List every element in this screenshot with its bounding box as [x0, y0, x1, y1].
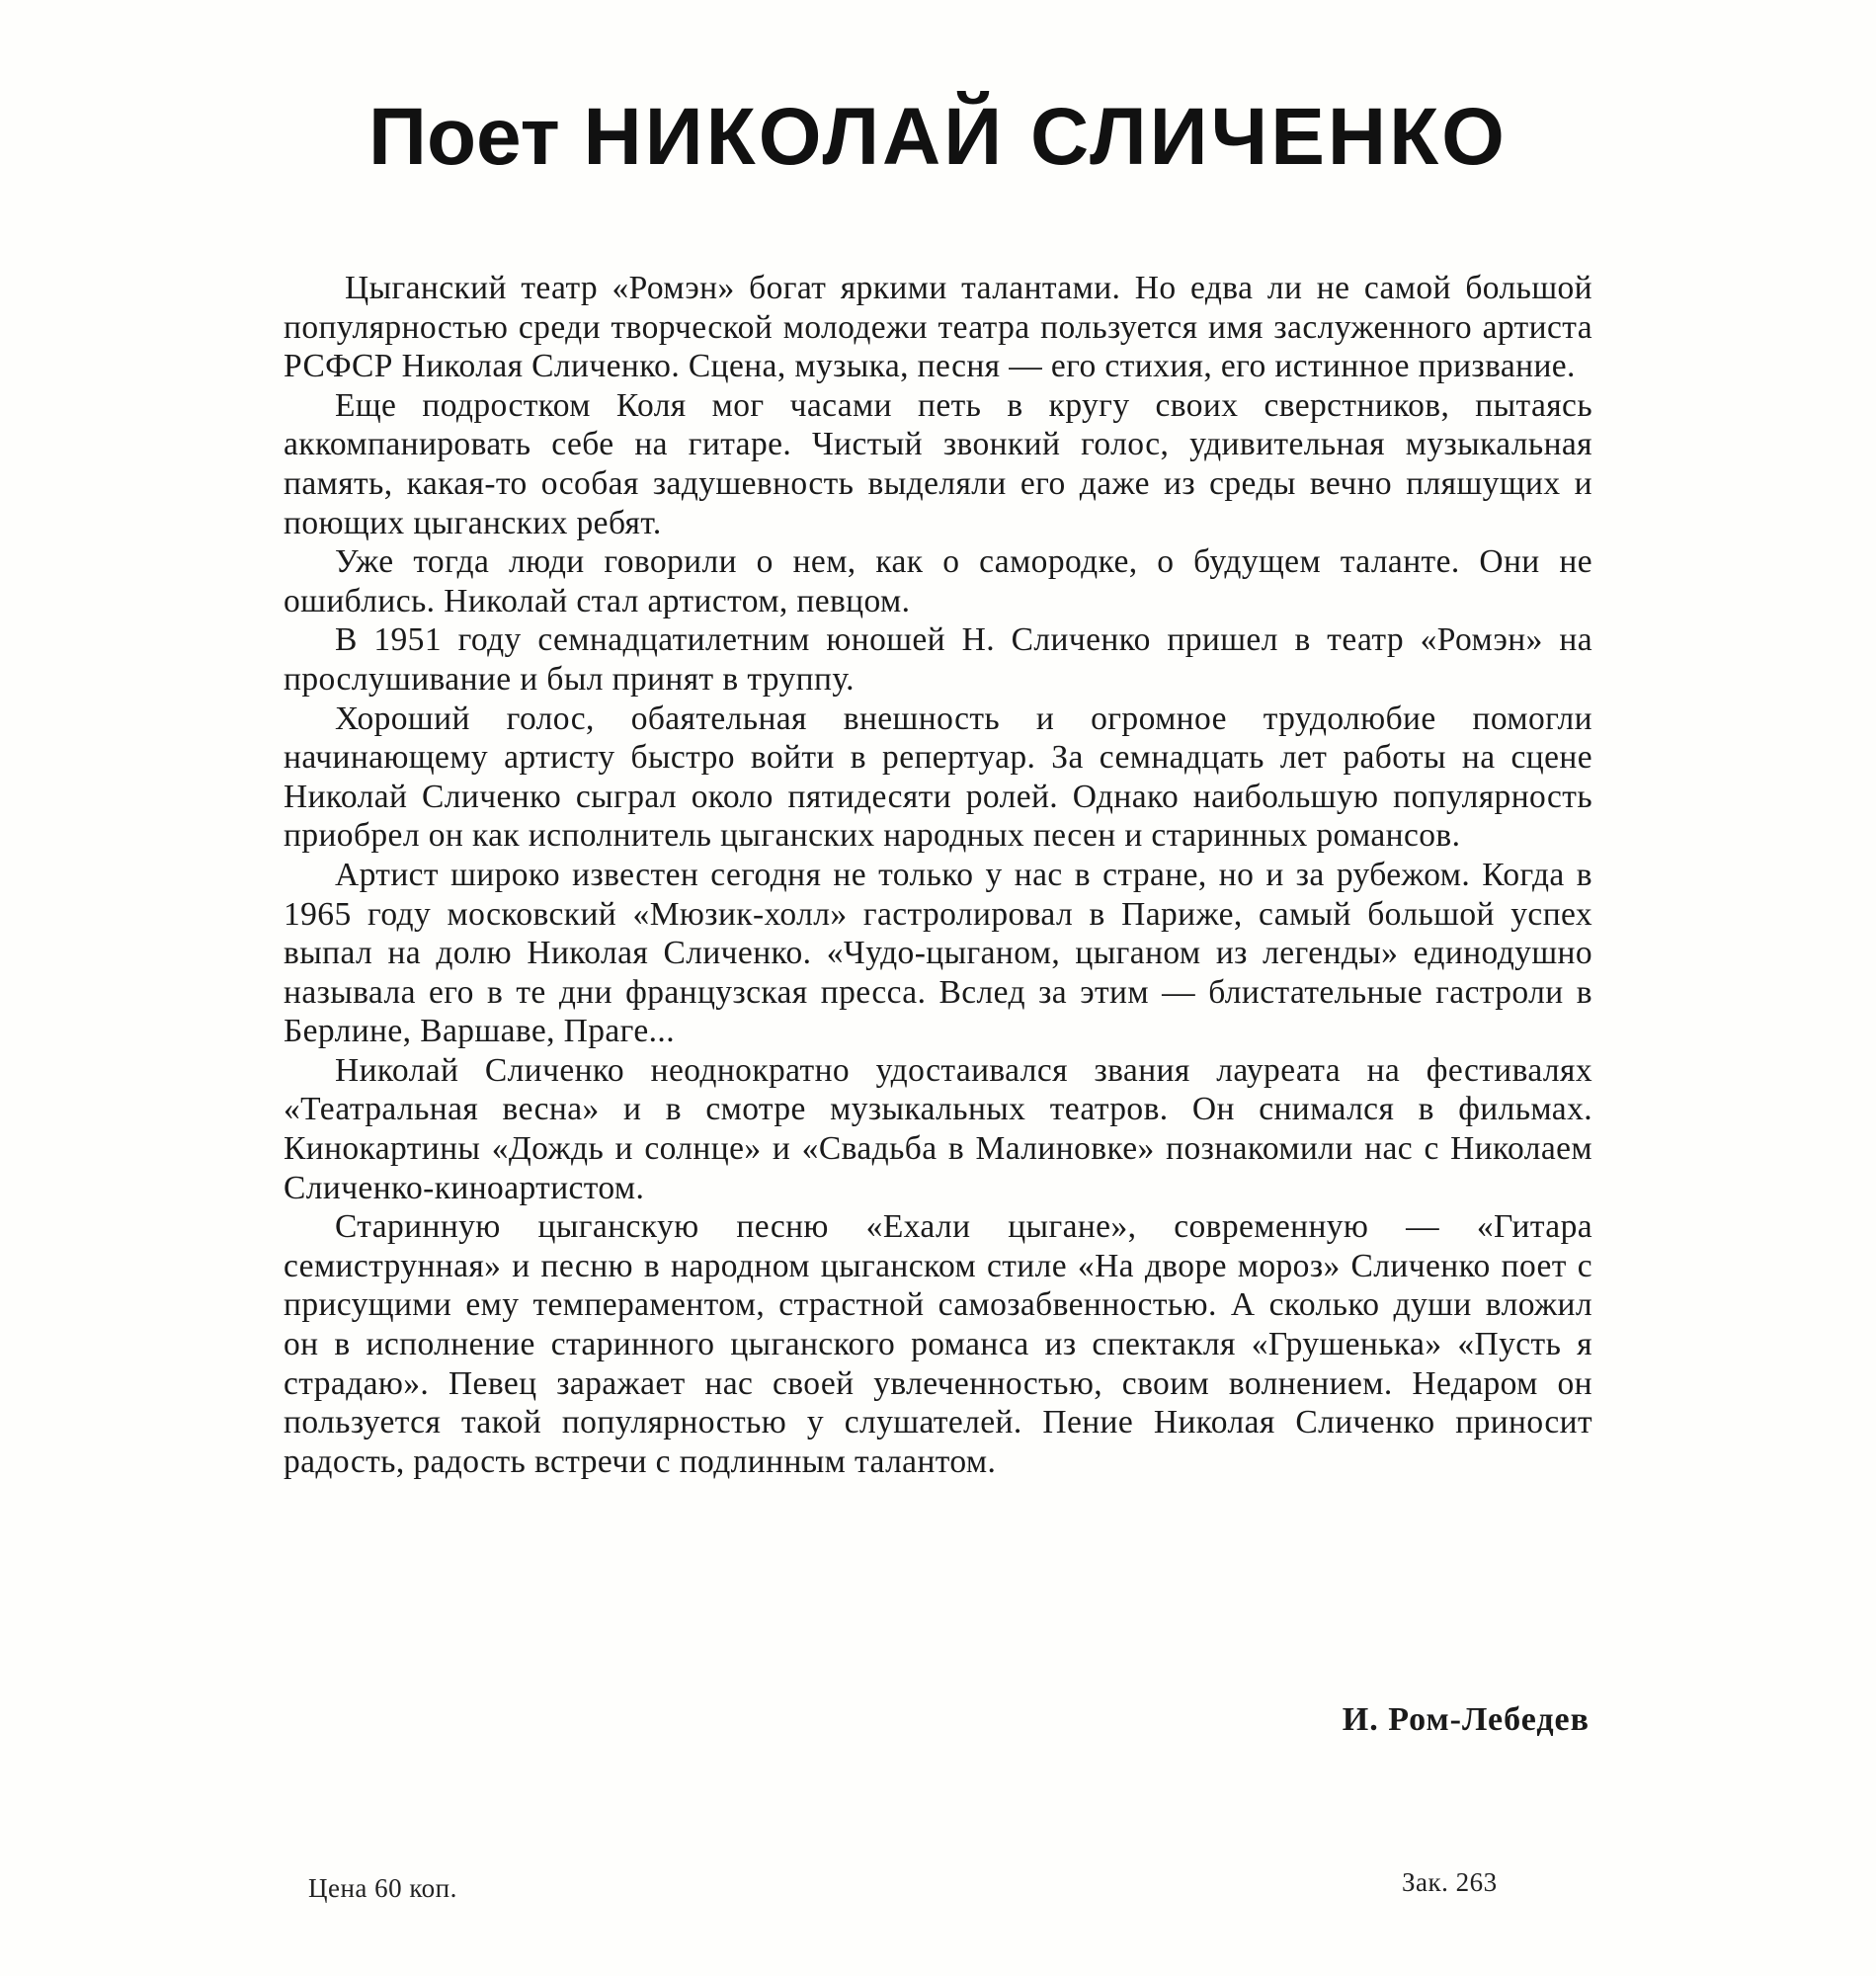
paragraph-2: Еще подростком Коля мог часами петь в кругу своих сверстников, пытаясь аккомпанировать себе на гитаре. Чистый звонкий голос, удивительная музыкальная память, какая-то особая задушевность выделяли его даже из среды вечно пляшущих и поющих цыганских ребят.	[284, 386, 1592, 541]
page-title	[0, 91, 1876, 184]
paragraph-7: Николай Сличенко неоднократно удостаивался звания лауреата на фестивалях «Театральная весна» и в смотре музыкальных театров. Он снимался в фильмах. Кинокартины «Дождь и солнце» и «Свадьба в Малиновке» познакомили нас с Николаем Сличенко-киноартистом.	[284, 1051, 1592, 1206]
paragraph-5: Хороший голос, обаятельная внешность и огромное трудолюбие помогли начинающему артисту быстро войти в репертуар. За семнадцать лет работы на сцене Николай Сличенко сыграл около пятидесяти ролей. Однако наибольшую популярность приобрел он как исполнитель цыганских народных песен и старинных романсов.	[284, 700, 1592, 855]
order-number: Зак. 263	[1402, 1867, 1498, 1897]
price-label: Цена 60 коп.	[308, 1873, 457, 1903]
paragraph-6: Артист широко известен сегодня не только у нас в стране, но и за рубежом. Когда в 1965 году московский «Мюзик-холл» гастролировал в Париже, самый большой успех выпал на долю Николая Сличенко. «Чудо-цыганом, цыганом из легенды» единодушно называла его в те дни французская пресса. Вслед за этим — блистательные гастроли в Берлине, Варшаве, Праге...	[284, 856, 1592, 1050]
paragraph-8: Старинную цыганскую песню «Ехали цыгане», современную — «Гитара семиструнная» и песню в народном цыганском стиле «На дворе мороз» Сличенко поет с присущими ему темпераментом, страстной самозабвенностью. А сколько души вложил он в исполнение старинного цыганского романса из спектакля «Грушенька» «Пусть я страдаю». Певец заражает нас своей увлеченностью, своим волнением. Недаром он пользуется такой популярностью у слушателей. Пение Николая Сличенко приносит радость, радость встречи с подлинным талантом.	[284, 1208, 1592, 1480]
title-name: НИКОЛАЙ СЛИЧЕНКО	[583, 92, 1508, 182]
paragraph-1: Цыганский театр «Ромэн» богат яркими талантами. Но едва ли не самой большой популярностью среди творческой молодежи театра пользуется имя заслуженного артиста РСФСР Николая Сличенко. Сцена, музыка, песня — его стихия, его истинное призвание.	[284, 270, 1592, 385]
article-body	[284, 269, 1592, 1481]
paragraph-3: Уже тогда люди говорили о нем, как о самородке, о будущем таланте. Они не ошиблись. Николай стал артистом, певцом.	[284, 543, 1592, 619]
author-signature: И. Ром-Лебедев	[1342, 1701, 1590, 1738]
paragraph-4: В 1951 году семнадцатилетним юношей Н. Сличенко пришел в театр «Ромэн» на прослушивание и был принят в труппу.	[284, 621, 1592, 698]
title-prefix: Поет	[368, 92, 560, 182]
